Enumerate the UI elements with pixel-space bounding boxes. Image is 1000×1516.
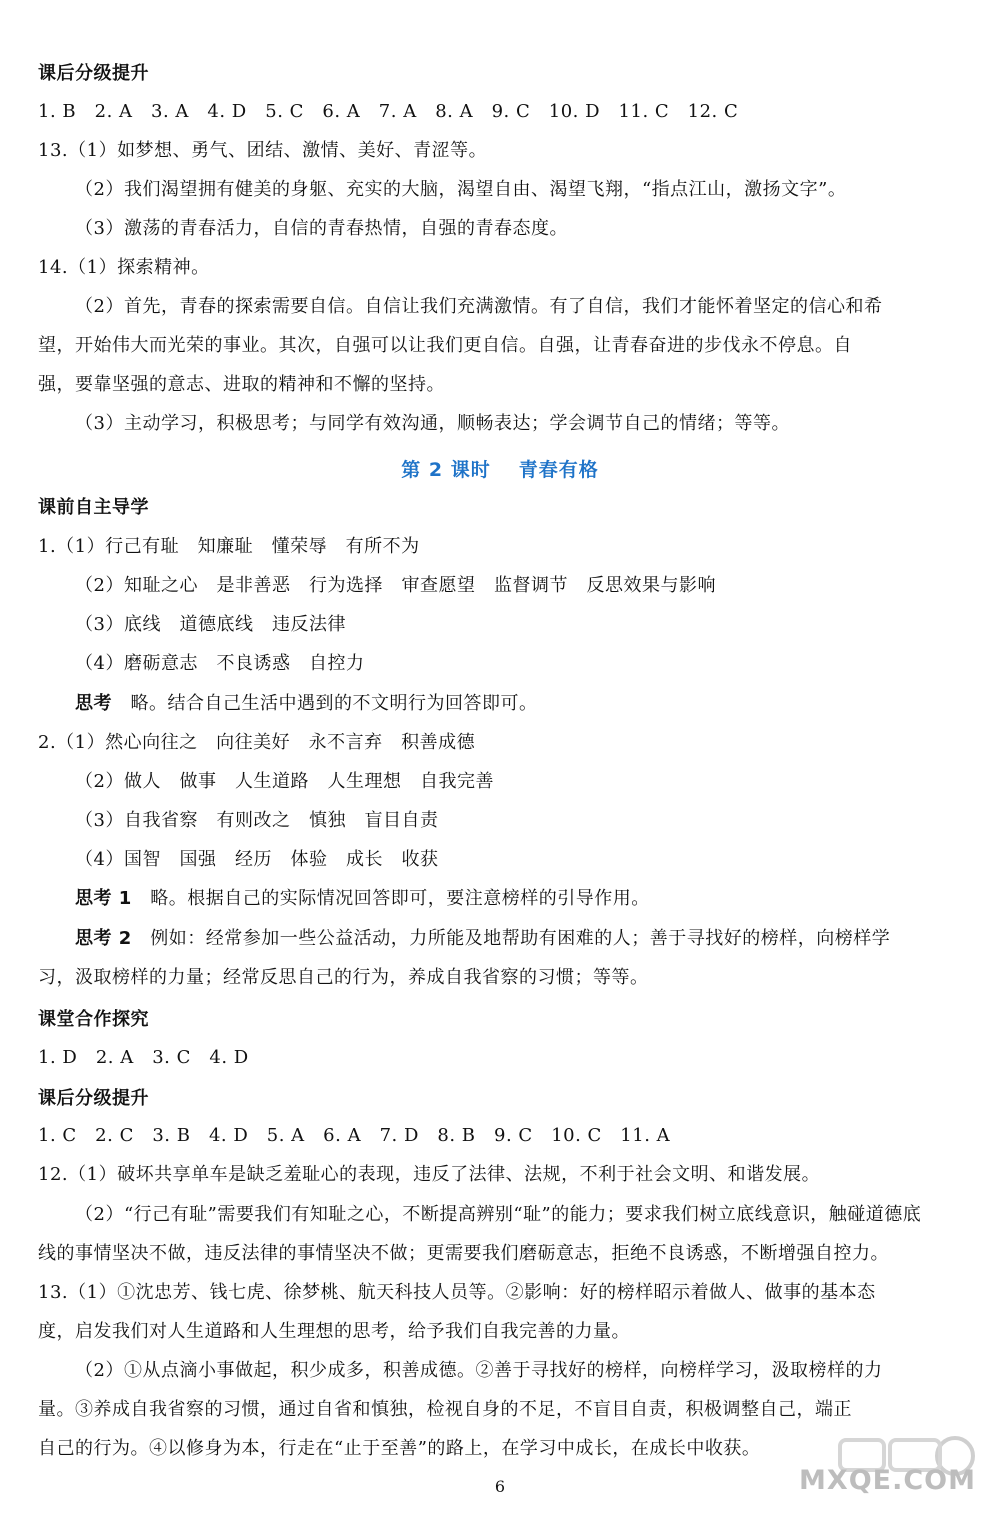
answer-line: 13.（1）①沈忠芳、钱七虎、徐梦桃、航天科技人员等。②影响：好的榜样昭示着做人、做事的基本态 xyxy=(38,1282,876,1303)
answer-line: （2）知耻之心 是非善恶 行为选择 审查愿望 监督调节 反思效果与影响 xyxy=(75,575,716,596)
answer-line: 1.（1）行己有耻 知廉耻 懂荣辱 有所不为 xyxy=(38,536,420,557)
answer-line: （3）自我省察 有则改之 慎独 盲目自责 xyxy=(75,810,439,831)
answer-line: （3）激荡的青春活力，自信的青春热情，自强的青春态度。 xyxy=(75,218,568,239)
lesson-number: 第 2 课时 xyxy=(401,459,491,481)
answer-line: 1. B 2. A 3. A 4. D 5. C 6. A 7. A 8. A 9. C 10. D 11. C 12. C xyxy=(38,101,739,122)
think-line xyxy=(75,692,538,716)
think-text: 略。结合自己生活中遇到的不文明行为回答即可。 xyxy=(112,693,538,714)
answer-line: （2）“行己有耻”需要我们有知耻之心，不断提高辨别“耻”的能力；要求我们树立底线意识，触碰道德底 xyxy=(75,1204,922,1225)
answer-line: （2）首先，青春的探索需要自信。自信让我们充满激情。有了自信，我们才能怀着坚定的信心和希 xyxy=(75,296,883,317)
lesson-name: 青春有格 xyxy=(518,459,599,481)
think-line xyxy=(75,887,650,911)
section-heading: 课前自主导学 xyxy=(38,497,149,518)
answer-line: 2.（1）然心向往之 向往美好 永不言弃 积善成德 xyxy=(38,732,476,753)
think-line xyxy=(75,927,890,951)
answer-line: 自己的行为。④以修身为本，行走在“止于至善”的路上，在学习中成长，在成长中收获。 xyxy=(38,1438,761,1459)
answer-line: 望，开始伟大而光荣的事业。其次，自强可以让我们更自信。自强，让青春奋进的步伐永不停息。自 xyxy=(38,335,852,356)
watermark-text: MXQE.COM xyxy=(799,1465,976,1496)
answer-line: （3）底线 道德底线 违反法律 xyxy=(75,614,346,635)
answer-line: 线的事情坚决不做，违反法律的事情坚决不做；更需要我们磨砺意志，拒绝不良诱惑，不断增强自控力。 xyxy=(38,1243,889,1264)
section-heading: 课后分级提升 xyxy=(38,63,149,84)
section-heading: 课后分级提升 xyxy=(38,1088,149,1109)
answer-line: （4）国智 国强 经历 体验 成长 收获 xyxy=(75,849,439,870)
think-label: 思考 xyxy=(75,693,112,714)
watermark-logo xyxy=(780,1434,990,1504)
lesson-title xyxy=(0,455,1000,482)
page-number: 6 xyxy=(494,1477,506,1496)
answer-line: 13.（1）如梦想、勇气、团结、激情、美好、青涩等。 xyxy=(38,140,488,161)
think-text: 例如：经常参加一些公益活动，力所能及地帮助有困难的人；善于寻找好的榜样，向榜样学 xyxy=(131,928,891,949)
think-label: 思考 2 xyxy=(75,928,132,949)
answer-line: （2）①从点滴小事做起，积少成多，积善成德。②善于寻找好的榜样，向榜样学习，汲取榜样的力 xyxy=(75,1360,883,1381)
answer-line: 1. C 2. C 3. B 4. D 5. A 6. A 7. D 8. B 9. C 10. C 11. A xyxy=(38,1125,671,1146)
answer-line: 量。③养成自我省察的习惯，通过自省和慎独，检视自身的不足，不盲目自责，积极调整自己，端正 xyxy=(38,1399,852,1420)
answer-line: 1. D 2. A 3. C 4. D xyxy=(38,1047,249,1068)
think-text: 略。根据自己的实际情况回答即可，要注意榜样的引导作用。 xyxy=(131,888,650,909)
answer-line: 强，要靠坚强的意志、进取的精神和不懈的坚持。 xyxy=(38,374,445,395)
answer-line: （2）做人 做事 人生道路 人生理想 自我完善 xyxy=(75,771,494,792)
answer-line: 度，启发我们对人生道路和人生理想的思考，给予我们自我完善的力量。 xyxy=(38,1321,630,1342)
answer-line: （2）我们渴望拥有健美的身躯、充实的大脑，渴望自由、渴望飞翔，“指点江山，激扬文字”。 xyxy=(75,179,847,200)
answer-line: （4）磨砺意志 不良诱惑 自控力 xyxy=(75,653,365,674)
answer-line: 习，汲取榜样的力量；经常反思自己的行为，养成自我省察的习惯；等等。 xyxy=(38,967,649,988)
answer-line: 14.（1）探索精神。 xyxy=(38,257,210,278)
answer-line: （3）主动学习，积极思考；与同学有效沟通，顺畅表达；学会调节自己的情绪；等等。 xyxy=(75,413,790,434)
think-label: 思考 1 xyxy=(75,888,132,909)
section-heading: 课堂合作探究 xyxy=(38,1009,149,1030)
answer-line: 12.（1）破坏共享单车是缺乏羞耻心的表现，违反了法律、法规，不利于社会文明、和谐发展。 xyxy=(38,1164,821,1185)
